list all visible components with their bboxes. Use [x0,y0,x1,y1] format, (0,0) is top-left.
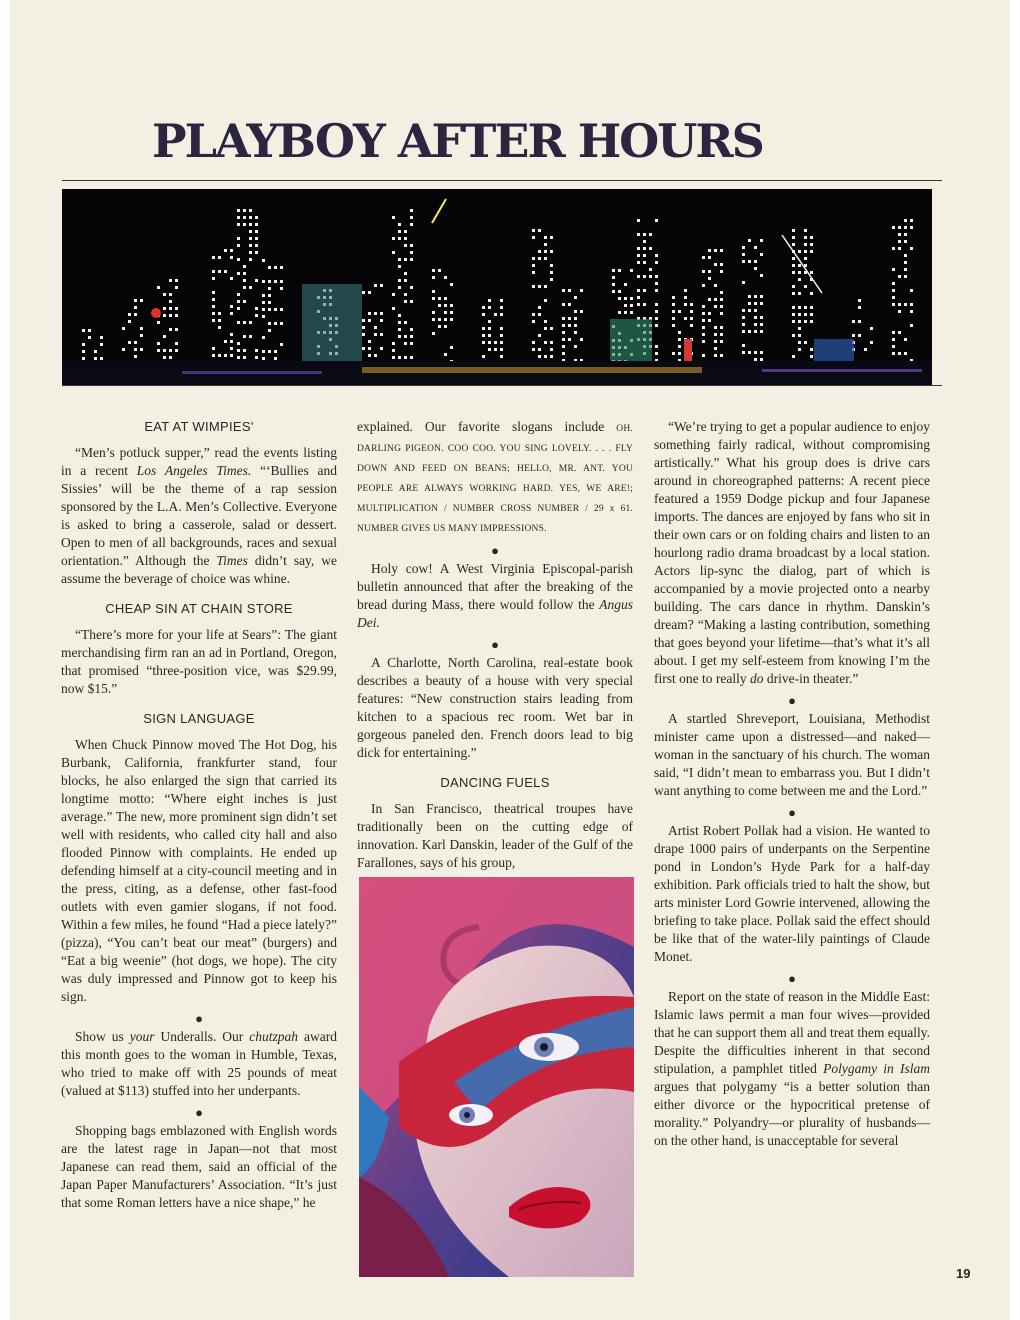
separator-dot: ● [195,1011,203,1026]
paragraph: Artist Robert Pollak had a vision. He wanted to drape 1000 pairs of underpants on the Serpentine pond in London’s Hyde Park for a half-day exhibition. Park officials tried to halt the show, but arts minister Lord Gowrie intervened, allowing the briefing to take place. Pollak said the effect should be like that of the water-lily paintings of Claude Monet. [654,823,930,964]
paragraph: A startled Shreveport, Louisiana, Methodist minister came upon a distressed—and naked—woman in the sanctuary of his church. The woman said, “I didn’t mean to embarrass you. But I didn’t want anything to come between me and the Lord.” [654,711,930,798]
separator-dot: ● [491,637,499,652]
paragraph: Shopping bags emblazoned with English words are the latest rage in Japan—not that most Japanese can read them, said an official of the Japan Paper Manufacturers’ Association. “It’s just that some Roman letters have a nice shape,” he [61,1123,337,1210]
separator-dot: ● [788,805,796,820]
red-heart-light [151,308,161,318]
column-3 [654,418,930,1156]
separator-dot: ● [788,693,796,708]
masked-woman-illustration [359,877,634,1277]
paragraph: In San Francisco, theatrical troupes have traditionally been on the cutting edge of innovation. Karl Danskin, leader of the Gulf of the Farallones, says of his group, [357,801,633,870]
paragraph: “There’s more for your life at Sears”: The giant merchandising firm ran an ad in Portland, Oregon, that promised “three-position vice, was $29.99, now $15.” [61,627,337,696]
separator-dot: ● [195,1105,203,1120]
paragraph: Report on the state of reason in the Middle East: Islamic laws permit a man four wives—provided that he can support them all and treat them equally. Despite the difficulties inherent in that second stipulation, a pamphlet titled Polygamy in Islam argues that polygamy “is a better solution than either divorce or the hypocritical pretense of morality.” Polyandry—or plurality of husbands—on the other hand, is unacceptable for several [654,989,930,1148]
separator-dot: ● [788,971,796,986]
banner-rule [62,385,942,386]
city-skyline-illustration [62,189,932,385]
column-2 [357,418,633,878]
magazine-page [10,0,1010,1320]
paragraph: When Chuck Pinnow moved The Hot Dog, his Burbank, California, frankfurter stand, four blocks, he also enlarged the sign that carried its longtime motto: “Where eight inches is just average.” The new, more prominent sign didn’t set well with residents, who called city hall and also flooded Pinnow with complaints. He ended up defending himself at a city-council meeting and in the press, citing, as a defense, other fast-food outlets with even gamier slogans, if not food. Within a few miles, he found “Had a piece lately?” (pizza), “You can’t beat our meat” (burgers) and “Eat a big weenie” (hot dogs, we hope). The city was duly impressed and Pinnow got to keep his sign. [61,737,337,1004]
paragraph: “Men’s potluck supper,” read the events listing in a recent Los Angeles Times. “‘Bullies and Sissies’ will be the theme of a rap session sponsored by the L.A. Men’s Collective. Everyone is asked to bring a casserole, salad or dessert. Open to men of all backgrounds, races and sexual orientation.” Although the Times didn’t say, we assume the beverage of choice was whine. [61,445,338,586]
paragraph: Show us your Underalls. Our chutzpah award this month goes to the woman in Humble, Texas, who tried to make off with 25 pounds of meat (valued at $113) stuffed into her underpants. [61,1029,338,1098]
waterfront-lights [362,367,702,373]
section-heading: CHEAP SIN AT CHAIN STORE [105,601,293,616]
section-heading: SIGN LANGUAGE [143,711,255,726]
paragraph: A Charlotte, North Carolina, real-estate book describes a beauty of a house with very special features: “New construction stairs leading from kitchen to a spacious rec room. Wet bar in gorgeous paneled den. French doors lead to big dick for entertaining.” [357,655,633,760]
paragraph: Holy cow! A West Virginia Episcopal-parish bulletin announced that after the breaking of the bread during Mass, there would follow the Angus Dei. [357,561,633,630]
column-1 [61,418,337,1218]
red-sign [684,339,692,361]
section-heading: EAT AT WIMPIES' [144,419,254,434]
title-rule [62,180,942,181]
page-number: 19 [956,1266,971,1281]
separator-dot: ● [491,543,499,558]
page-title: PLAYBOY AFTER HOURS [152,114,763,168]
section-heading: DANCING FUELS [440,775,550,790]
paragraph: explained. Our favorite slogans include OH. DARLING PIGEON. COO COO. YOU SING LOVELY. . . . FLY DOWN AND FEED ON BEANS; HELLO, MR. ANT. YOU PEOPLE ARE ALWAYS WORKING HARD. YES, WE ARE!; MULTIPLICATION / NUMBER CROSS NUMBER / 29 x 61. NUMBER GIVES US MANY IMPRESSIONS. [357,419,633,534]
paragraph: “We’re trying to get a popular audience to enjoy something fairly radical, without compromising artistically.” What his group does is drive cars around in choreographed patterns: A recent piece featured a 1959 Dodge pickup and four Japanese imports. The dances are enjoyed by fans who sit in their own cars or on folding chairs and listen to an hourlong radio drama broadcast by a local station. Actors lip-sync the dialog, part of which is accompanied by a movie projected onto a nearby building. The cars dance in rhythm. Danskin’s dream? “Making a lasting contribution, something that goes beyond your lifetime—that’s what it’s all about. I get my self-esteem from knowing I’m the first one to really do drive-in theater.” [654,419,930,686]
